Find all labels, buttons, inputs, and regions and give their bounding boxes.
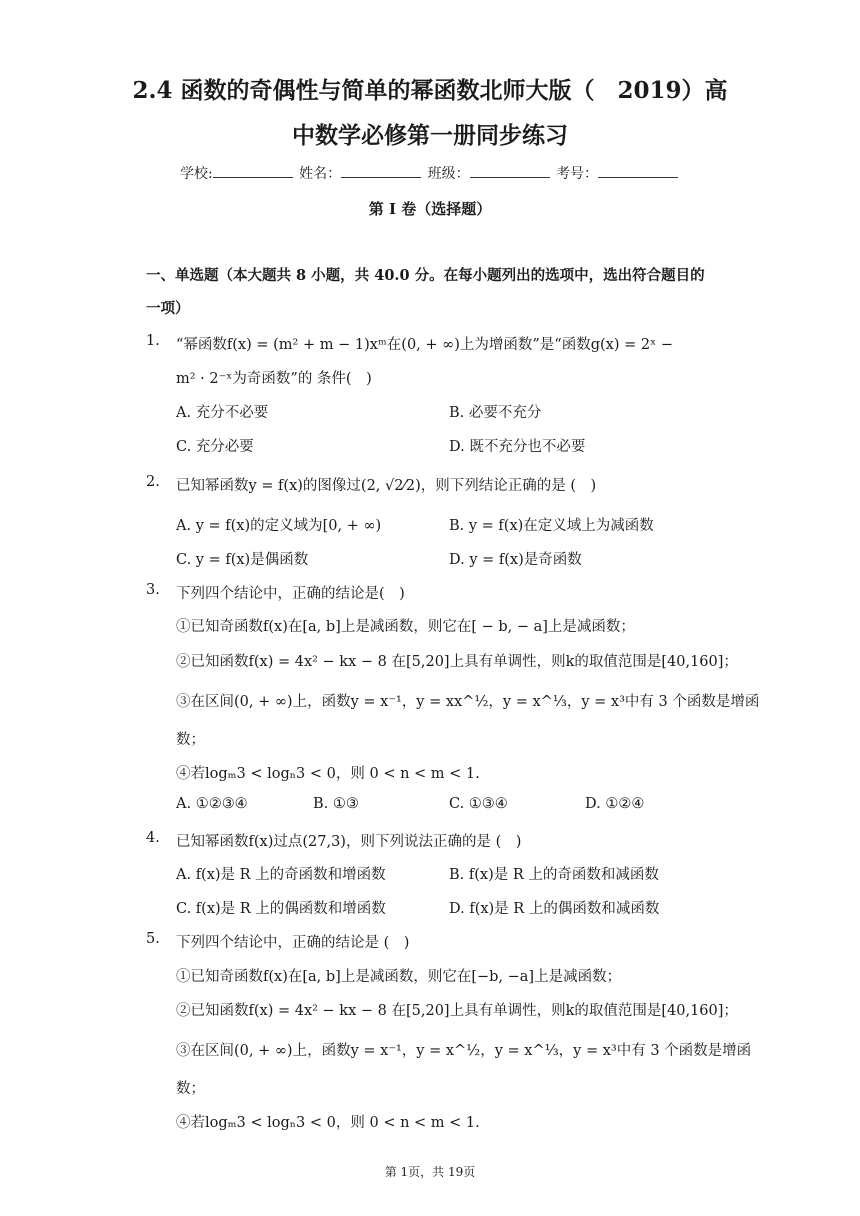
option-d[interactable]: D. f(x)是 R 上的偶函数和减函数 <box>449 901 660 917</box>
statement-3: ③在区间(0, + ∞)上，函数y = x⁻¹，y = xx^½，y = x^⅓，y = x³中有 3 个函数是增函 <box>176 694 760 710</box>
class-label: 班级： <box>427 166 470 182</box>
school-label: 学校: <box>179 166 213 182</box>
question-text: “幂函数f(x) = (m² + m − 1)xᵐ在(0, + ∞)上为增函数”是“函数g(x) = 2ˣ − <box>176 337 673 353</box>
class-blank[interactable] <box>470 165 550 178</box>
section-heading-line-1: 一、单选题（本大题共 8 小题，共 40.0 分。在每小题列出的选项中，选出符合题目的 <box>146 267 705 284</box>
doc-title-line-2: 中数学必修第一册同步练习 <box>292 122 568 149</box>
statement-1: ①已知奇函数f(x)在[a, b]上是减函数，则它在[ − b, − a]上是减函数； <box>176 619 635 635</box>
statement-2: ②已知函数f(x) = 4x² − kx − 8 在[5,20]上具有单调性，则k的取值范围是[40,160]； <box>176 654 738 670</box>
option-a[interactable]: A. 充分不必要 <box>176 405 269 421</box>
option-a[interactable]: A. y = f(x)的定义域为[0, + ∞) <box>176 518 382 534</box>
statement-2: ②已知函数f(x) = 4x² − kx − 8 在[5,20]上具有单调性，则k的取值范围是[40,160]； <box>176 1003 738 1019</box>
statement-4: ④若logₘ3 < logₙ3 < 0，则 0 < n < m < 1. <box>176 1115 480 1131</box>
option-d[interactable]: D. 既不充分也不必要 <box>449 439 586 455</box>
option-c[interactable]: C. ①③④ <box>449 796 508 812</box>
question-number: 1. <box>146 333 160 349</box>
statement-3: ③在区间(0, + ∞)上，函数y = x⁻¹，y = x^½，y = x^⅓，y = x³中有 3 个函数是增函 <box>176 1043 752 1059</box>
option-b[interactable]: B. ①③ <box>313 796 359 812</box>
number-label: 考号： <box>556 166 599 182</box>
student-info-line <box>0 163 860 183</box>
name-label: 姓名： <box>299 166 342 182</box>
number-blank[interactable] <box>598 165 678 178</box>
option-c[interactable]: C. f(x)是 R 上的偶函数和增函数 <box>176 901 386 917</box>
statement-4: ④若logₘ3 < logₙ3 < 0，则 0 < n < m < 1. <box>176 766 480 782</box>
statement-3-cont: 数； <box>176 1081 205 1097</box>
page-footer: 第 1页，共 19页 <box>384 1165 476 1179</box>
option-b[interactable]: B. f(x)是 R 上的奇函数和减函数 <box>449 867 659 883</box>
option-d[interactable]: D. ①②④ <box>585 796 645 812</box>
option-b[interactable]: B. y = f(x)在定义域上为减函数 <box>449 518 654 534</box>
school-blank[interactable] <box>213 165 293 178</box>
option-c[interactable]: C. 充分必要 <box>176 439 254 455</box>
question-text: 下列四个结论中，正确的结论是( ) <box>176 586 405 602</box>
option-a[interactable]: A. ①②③④ <box>176 796 248 812</box>
volume-heading: 第 I 卷（选择题） <box>368 200 492 218</box>
question-text: m² · 2⁻ˣ为奇函数”的 条件( ) <box>176 371 372 387</box>
statement-1: ①已知奇函数f(x)在[a, b]上是减函数，则它在[−b, −a]上是减函数； <box>176 969 622 985</box>
question-number: 3. <box>146 582 160 598</box>
question-text: 已知幂函数y = f(x)的图像过(2, √2⁄2)，则下列结论正确的是 ( ) <box>176 478 597 494</box>
section-heading-line-2: 一项） <box>146 300 190 317</box>
option-a[interactable]: A. f(x)是 R 上的奇函数和增函数 <box>176 867 386 883</box>
statement-3-cont: 数； <box>176 732 205 748</box>
option-c[interactable]: C. y = f(x)是偶函数 <box>176 552 309 568</box>
name-blank[interactable] <box>341 165 421 178</box>
option-d[interactable]: D. y = f(x)是奇函数 <box>449 552 582 568</box>
question-text: 下列四个结论中，正确的结论是 ( ) <box>176 935 410 951</box>
question-text: 已知幂函数f(x)过点(27,3)，则下列说法正确的是 ( ) <box>176 834 522 850</box>
doc-title-line-1: 2.4 函数的奇偶性与简单的幂函数北师大版（ 2019）高 <box>132 77 728 104</box>
option-b[interactable]: B. 必要不充分 <box>449 405 542 421</box>
question-number: 4. <box>146 830 160 846</box>
question-number: 2. <box>146 474 160 490</box>
question-number: 5. <box>146 931 160 947</box>
